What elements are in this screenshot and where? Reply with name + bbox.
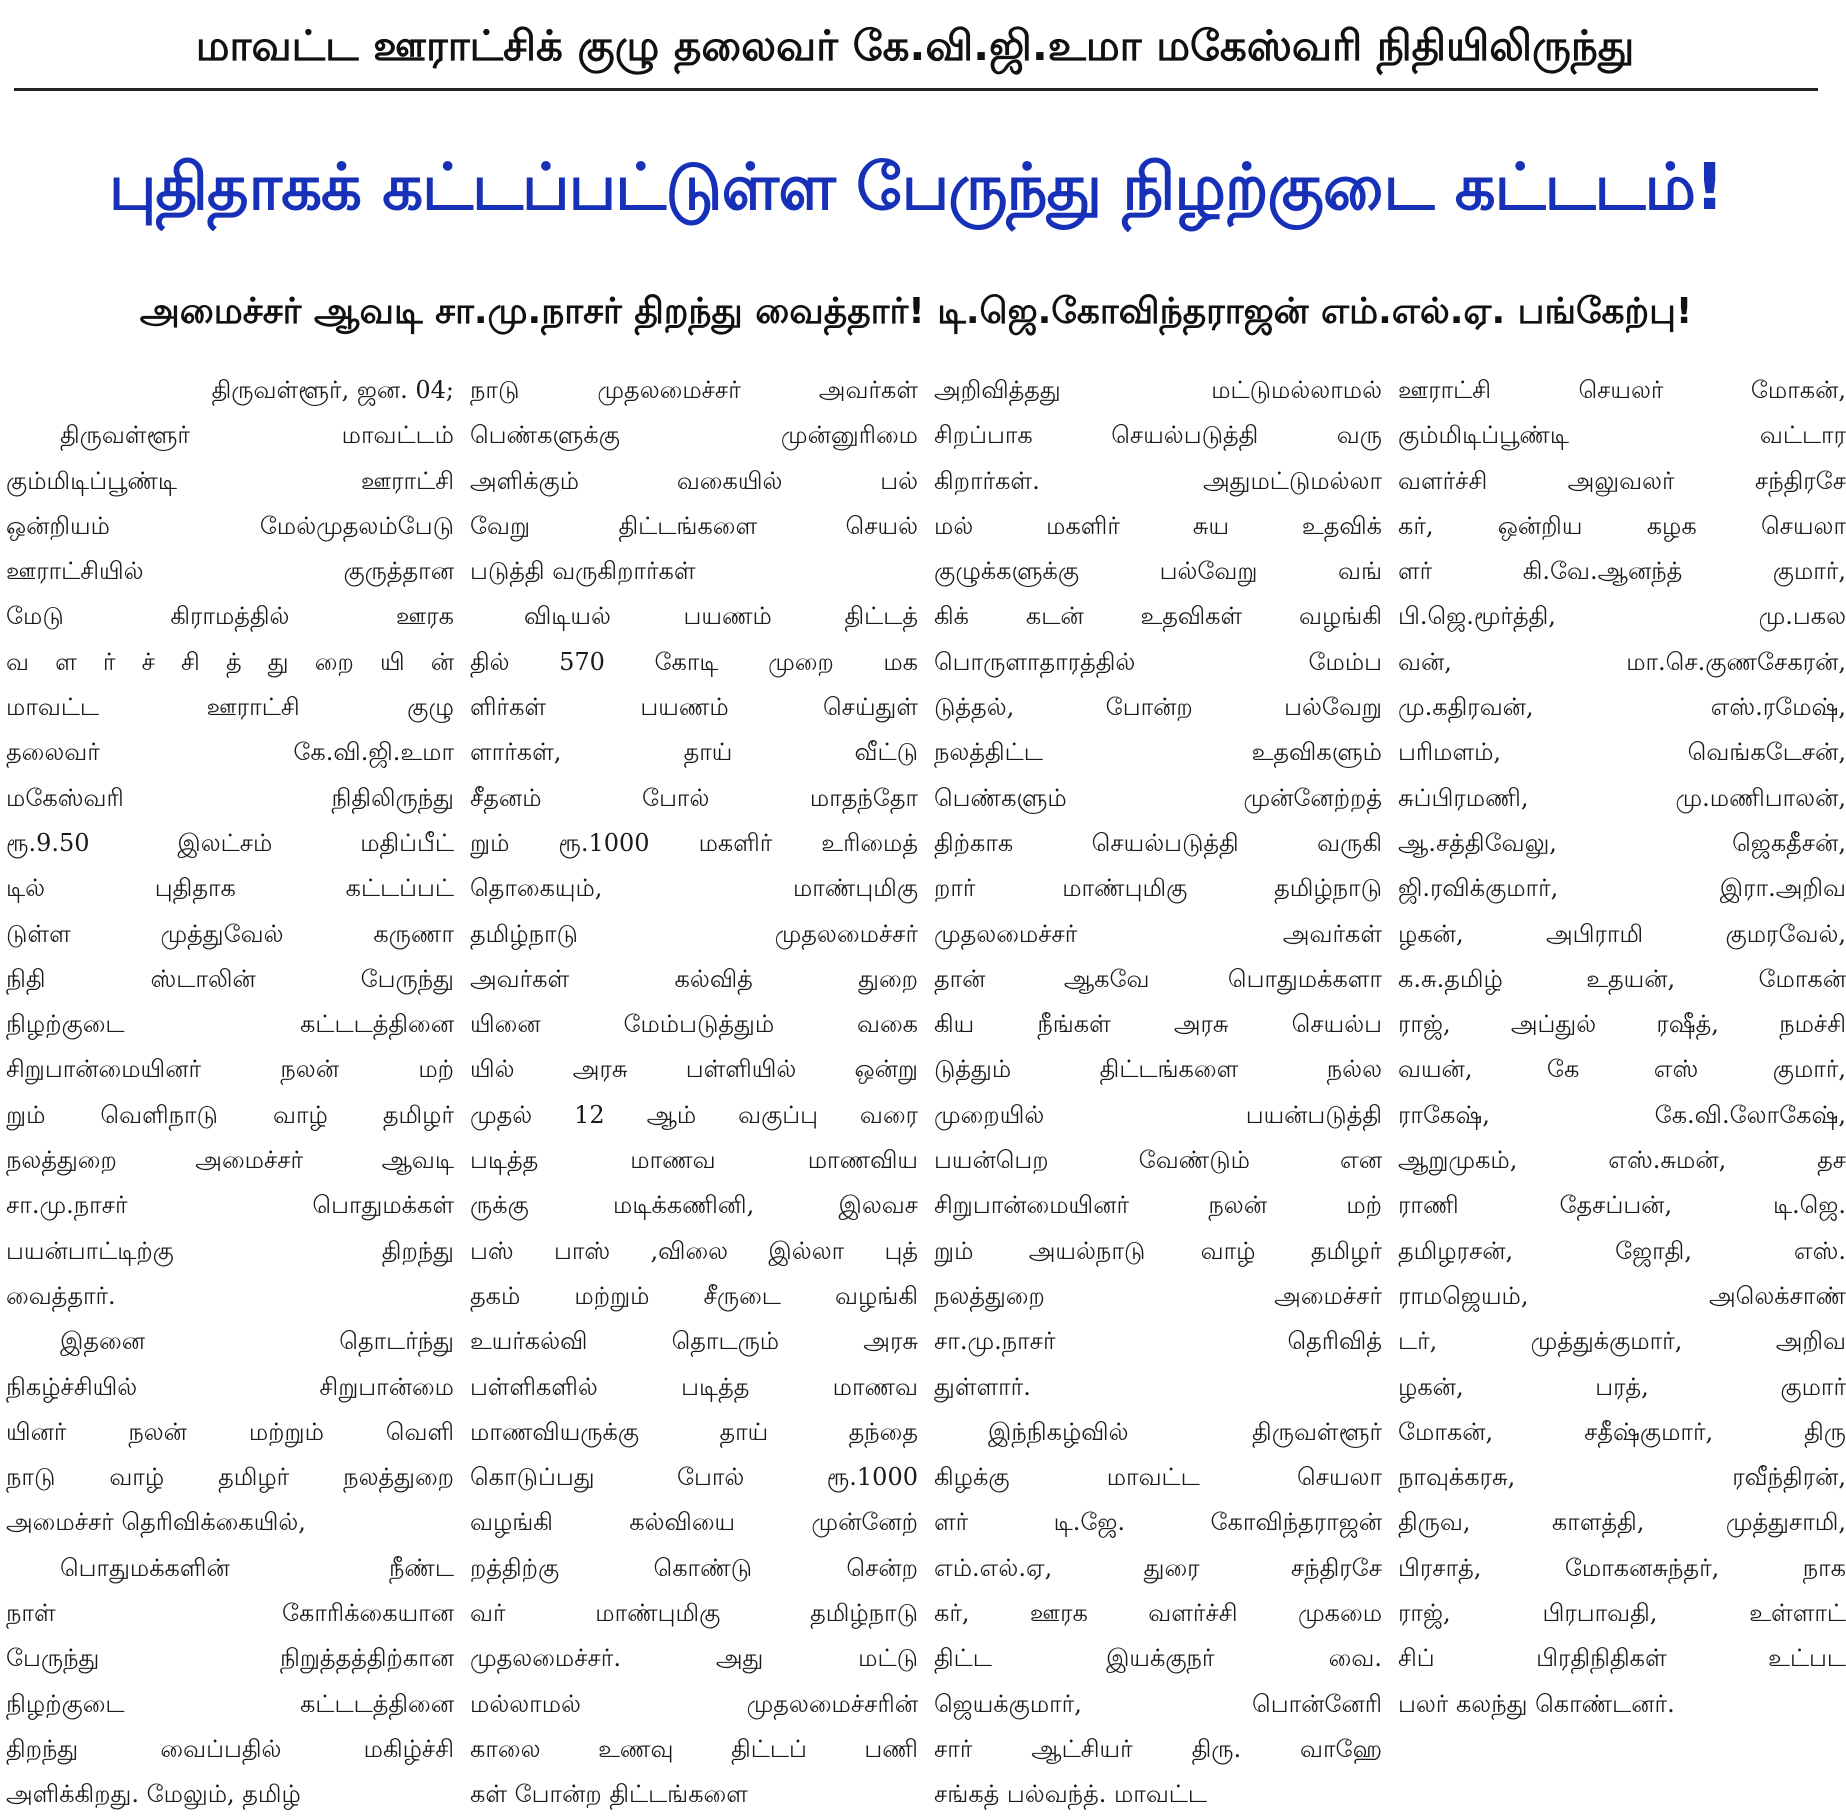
body-text-line: பலர் கலந்து கொண்டனர். bbox=[1398, 1689, 1675, 1718]
body-text-line: வன், மா.செ.குணசேகரன், bbox=[1398, 647, 1846, 676]
body-text-line: வேறு திட்டங்களை செயல் bbox=[470, 511, 918, 540]
body-text-line: மகேஸ்வரி நிதிலிருந்து bbox=[6, 783, 454, 812]
body-text-line: மாணவியருக்கு தாய் தந்தை bbox=[470, 1417, 918, 1446]
body-text-line: ஜி.ரவிக்குமார், இரா.அறிவ bbox=[1398, 874, 1846, 903]
body-text-line: பெண்களுக்கு முன்னுரிமை bbox=[470, 421, 918, 450]
body-text-line: முதலமைச்சர் அவர்கள் bbox=[934, 919, 1382, 948]
body-text-line: வ ள ர் ச் சி த் து றை யி ன் bbox=[6, 647, 454, 676]
body-text-line: நாள் கோரிக்கையான bbox=[6, 1599, 454, 1628]
body-text-line: ரூ.9.50 இலட்சம் மதிப்பீட் bbox=[6, 828, 454, 857]
body-text-line: ருக்கு மடிக்கணினி, இலவச bbox=[470, 1191, 918, 1220]
body-text-line: திறந்து வைப்பதில் மகிழ்ச்சி bbox=[6, 1734, 454, 1763]
body-text-line: முதல் 12 ஆம் வகுப்பு வரை bbox=[470, 1100, 918, 1129]
body-text-line: நிகழ்ச்சியில் சிறுபான்மை bbox=[6, 1372, 454, 1401]
body-text-line: தில் 570 கோடி முறை மக bbox=[470, 647, 918, 676]
main-headline: புதிதாகக் கட்டப்பட்டுள்ள பேருந்து நிழற்குடை கட்டடம்! bbox=[108, 151, 1724, 225]
body-text-line: தொகையும், மாண்புமிகு bbox=[470, 874, 918, 903]
body-text-line: வர் மாண்புமிகு தமிழ்நாடு bbox=[470, 1599, 918, 1628]
body-text-line: சார் ஆட்சியர் திரு. வாஹே bbox=[934, 1734, 1382, 1763]
body-text-line: ஆ.சத்திவேலு, ஜெகதீசன், bbox=[1398, 828, 1846, 857]
body-text-line: நிழற்குடை கட்டடத்தினை bbox=[6, 1010, 454, 1039]
article-column-1 bbox=[6, 368, 454, 1809]
body-text-line: முறையில் பயன்படுத்தி bbox=[934, 1100, 1382, 1129]
body-text-line: இதனை தொடர்ந்து bbox=[60, 1327, 454, 1356]
body-text-line: பி.ஜெ.மூர்த்தி, மு.பகல bbox=[1398, 602, 1846, 631]
body-text-line: அமைச்சர் தெரிவிக்கையில், bbox=[6, 1508, 306, 1537]
body-text-line: டுள்ள முத்துவேல் கருணா bbox=[6, 919, 454, 948]
body-text-line: தமிழ்நாடு முதலமைச்சர் bbox=[470, 919, 918, 948]
body-text-line: டில் புதிதாக கட்டப்பட் bbox=[6, 874, 454, 903]
body-text-line: மோகன், சதீஷ்குமார், திரு bbox=[1398, 1417, 1846, 1446]
body-text-line: ஆறுமுகம், எஸ்.சுமன், தச bbox=[1398, 1146, 1846, 1175]
body-text-line: றும் ரூ.1000 மகளிர் உரிமைத் bbox=[470, 828, 918, 857]
body-text-line: மேடு கிராமத்தில் ஊரக bbox=[6, 602, 454, 631]
body-text-line: ராஜ், பிரபாவதி, உள்ளாட் bbox=[1398, 1599, 1846, 1628]
body-text-line: கும்மிடிப்பூண்டி ஊராட்சி bbox=[6, 466, 454, 495]
article-column-3 bbox=[934, 368, 1382, 1809]
body-text-line: துள்ளார். bbox=[934, 1372, 1031, 1401]
body-text-line: வைத்தார். bbox=[6, 1281, 116, 1310]
body-text-line: நாடு வாழ் தமிழர் நலத்துறை bbox=[6, 1463, 454, 1492]
body-text-line: எம்.எல்.ஏ, துரை சந்திரசே bbox=[934, 1553, 1382, 1582]
body-text-line: பேருந்து நிறுத்தத்திற்கான bbox=[6, 1644, 454, 1673]
body-text-line: சிறுபான்மையினர் நலன் மற் bbox=[6, 1055, 454, 1084]
body-text-line: சீதனம் போல் மாதந்தோ bbox=[470, 783, 918, 812]
body-text-line: ழகன், அபிராமி குமரவேல், bbox=[1398, 919, 1846, 948]
body-text-line: டர், முத்துக்குமார், அறிவ bbox=[1398, 1327, 1846, 1356]
body-text-line: வளர்ச்சி அலுவலர் சந்திரசே bbox=[1398, 466, 1846, 495]
article-column-4 bbox=[1398, 368, 1846, 1730]
body-text-line: திருவள்ளூர், ஜன. 04; bbox=[211, 376, 454, 404]
body-text-line: மல்லாமல் முதலமைச்சரின் bbox=[470, 1689, 918, 1718]
body-text-line: ஊராட்சியில் குருத்தான bbox=[6, 557, 454, 586]
body-text-line: படித்த மாணவ மாணவிய bbox=[470, 1146, 918, 1175]
body-text-line: டுத்தும் திட்டங்களை நல்ல bbox=[934, 1055, 1382, 1084]
body-text-line: நலத்திட்ட உதவிகளும் bbox=[934, 738, 1382, 767]
body-text-line: நாடு முதலமைச்சர் அவர்கள் bbox=[470, 376, 918, 404]
body-text-line: கர், ஒன்றிய கழக செயலா bbox=[1398, 511, 1846, 540]
body-text-line: நலத்துறை அமைச்சர் bbox=[934, 1281, 1382, 1310]
body-text-line: திட்ட இயக்குநர் வை. bbox=[934, 1644, 1382, 1673]
body-text-line: சங்கத் பல்வந்த். மாவட்ட bbox=[934, 1780, 1207, 1809]
body-text-line: யில் அரசு பள்ளியில் ஒன்று bbox=[470, 1055, 918, 1084]
body-text-line: மல் மகளிர் சுய உதவிக் bbox=[934, 511, 1382, 540]
body-text-line: க.சு.தமிழ் உதயன், மோகன் bbox=[1398, 964, 1846, 993]
body-text-line: கள் போன்ற திட்டங்களை bbox=[470, 1780, 748, 1809]
body-text-line: உயர்கல்வி தொடரும் அரசு bbox=[470, 1327, 918, 1356]
body-text-line: அறிவித்தது மட்டுமல்லாமல் bbox=[934, 376, 1382, 404]
body-text-line: கிக் கடன் உதவிகள் வழங்கி bbox=[934, 602, 1382, 631]
body-text-line: வயன், கே எஸ் குமார், bbox=[1398, 1055, 1846, 1084]
body-text-line: வழங்கி கல்வியை முன்னேற் bbox=[470, 1508, 918, 1537]
body-text-line: ஊராட்சி செயலர் மோகன், bbox=[1398, 376, 1846, 404]
body-text-line: குழுக்களுக்கு பல்வேறு வங் bbox=[934, 557, 1382, 586]
body-text-line: பொதுமக்களின் நீண்ட bbox=[60, 1553, 454, 1582]
body-text-line: கிழக்கு மாவட்ட செயலா bbox=[934, 1463, 1382, 1492]
body-text-line: பரிமளம், வெங்கடேசன், bbox=[1398, 738, 1846, 767]
body-text-line: தலைவர் கே.வி.ஜி.உமா bbox=[6, 738, 454, 767]
body-text-line: ஜெயக்குமார், பொன்னேரி bbox=[934, 1689, 1382, 1718]
body-text-line: ராகேஷ், கே.வி.லோகேஷ், bbox=[1398, 1100, 1846, 1129]
body-text-line: தான் ஆகவே பொதுமக்களா bbox=[934, 964, 1382, 993]
body-text-line: ராணி தேசப்பன், டி.ஜெ. bbox=[1398, 1191, 1846, 1220]
body-text-line: பயன்பாட்டிற்கு திறந்து bbox=[6, 1236, 454, 1265]
body-text-line: சிப் பிரதிநிதிகள் உட்பட bbox=[1398, 1644, 1846, 1673]
body-text-line: பொருளாதாரத்தில் மேம்ப bbox=[934, 647, 1382, 676]
body-text-line: யினை மேம்படுத்தும் வகை bbox=[470, 1010, 918, 1039]
body-text-line: சுப்பிரமணி, மு.மணிபாலன், bbox=[1398, 783, 1846, 812]
article-column-2 bbox=[470, 368, 918, 1809]
body-text-line: ளர் டி.ஜே. கோவிந்தராஜன் bbox=[934, 1508, 1382, 1537]
body-text-line: டுத்தல், போன்ற பல்வேறு bbox=[934, 693, 1382, 722]
body-text-line: இந்நிகழ்வில் திருவள்ளூர் bbox=[988, 1417, 1382, 1446]
sub-headline: அமைச்சர் ஆவடி சா.மு.நாசர் திறந்து வைத்தார்! டி.ஜெ.கோவிந்தராஜன் எம்.எல்.ஏ. பங்கேற்பு! bbox=[139, 291, 1693, 332]
body-text-line: விடியல் பயணம் திட்டத் bbox=[524, 602, 918, 631]
body-text-line: அளிக்கிறது. மேலும், தமிழ் bbox=[6, 1780, 301, 1809]
body-text-line: கிறார்கள். அதுமட்டுமல்லா bbox=[934, 466, 1382, 495]
kicker-underline bbox=[14, 88, 1818, 91]
body-text-line: பெண்களும் முன்னேற்றத் bbox=[934, 783, 1382, 812]
body-text-line: றும் அயல்நாடு வாழ் தமிழர் bbox=[934, 1236, 1382, 1265]
body-text-line: அளிக்கும் வகையில் பல் bbox=[470, 466, 918, 495]
body-text-line: பஸ் பாஸ் ,விலை இல்லா புத் bbox=[470, 1236, 918, 1265]
body-text-line: கும்மிடிப்பூண்டி வட்டார bbox=[1398, 421, 1846, 450]
kicker-line: மாவட்ட ஊராட்சிக் குழு தலைவர் கே.வி.ஜி.உமா மகேஸ்வரி நிதியிலிருந்து bbox=[195, 21, 1635, 70]
body-text-line: றத்திற்கு கொண்டு சென்ற bbox=[470, 1553, 918, 1582]
body-text-line: ளார்கள், தாய் வீட்டு bbox=[470, 738, 918, 767]
body-text-line: திருவள்ளூர் மாவட்டம் bbox=[60, 421, 454, 450]
body-text-line: ளர் கி.வே.ஆனந்த் குமார், bbox=[1398, 557, 1846, 586]
body-text-line: கொடுப்பது போல் ரூ.1000 bbox=[470, 1463, 918, 1492]
body-text-line: மாவட்ட ஊராட்சி குழு bbox=[6, 693, 454, 722]
body-text-line: ராமஜெயம், அலெக்சாண் bbox=[1398, 1281, 1846, 1310]
body-text-line: திற்காக செயல்படுத்தி வருகி bbox=[934, 828, 1382, 857]
body-text-line: சிறுபான்மையினர் நலன் மற் bbox=[934, 1191, 1382, 1220]
body-text-line: பயன்பெற வேண்டும் என bbox=[934, 1146, 1382, 1175]
body-text-line: தகம் மற்றும் சீருடை வழங்கி bbox=[470, 1281, 918, 1310]
body-text-line: மு.கதிரவன், எஸ்.ரமேஷ், bbox=[1398, 693, 1846, 722]
body-text-line: சா.மு.நாசர் தெரிவித் bbox=[934, 1327, 1382, 1356]
body-text-line: ராஜ், அப்துல் ரஷீத், நமச்சி bbox=[1398, 1010, 1846, 1039]
body-text-line: ஒன்றியம் மேல்முதலம்பேடு bbox=[6, 511, 454, 540]
body-text-line: றார் மாண்புமிகு தமிழ்நாடு bbox=[934, 874, 1382, 903]
body-text-line: ளிர்கள் பயணம் செய்துள் bbox=[470, 693, 918, 722]
body-text-line: கர், ஊரக வளர்ச்சி முகமை bbox=[934, 1599, 1382, 1628]
body-text-line: திருவ, காளத்தி, முத்துசாமி, bbox=[1398, 1508, 1846, 1537]
body-text-line: நலத்துறை அமைச்சர் ஆவடி bbox=[6, 1146, 454, 1175]
body-text-line: தமிழரசன், ஜோதி, எஸ். bbox=[1398, 1236, 1846, 1265]
body-text-line: படுத்தி வருகிறார்கள் bbox=[470, 557, 696, 586]
body-text-line: யினர் நலன் மற்றும் வெளி bbox=[6, 1417, 454, 1446]
body-text-line: றும் வெளிநாடு வாழ் தமிழர் bbox=[6, 1100, 454, 1129]
body-text-line: பிரசாத், மோகனசுந்தர், நாக bbox=[1398, 1553, 1846, 1582]
article-body bbox=[4, 368, 1846, 1809]
body-text-line: கிய நீங்கள் அரசு செயல்ப bbox=[934, 1010, 1382, 1039]
body-text-line: ழகன், பரத், குமார் bbox=[1398, 1372, 1846, 1401]
body-text-line: நிதி ஸ்டாலின் பேருந்து bbox=[6, 964, 454, 993]
body-text-line: காலை உணவு திட்டப் பணி bbox=[470, 1734, 918, 1763]
body-text-line: பள்ளிகளில் படித்த மாணவ bbox=[470, 1372, 918, 1401]
body-text-line: நிழற்குடை கட்டடத்தினை bbox=[6, 1689, 454, 1718]
body-text-line: நாவுக்கரசு, ரவீந்திரன், bbox=[1398, 1463, 1846, 1492]
body-text-line: சா.மு.நாசர் பொதுமக்கள் bbox=[6, 1191, 454, 1220]
body-text-line: முதலமைச்சர். அது மட்டு bbox=[470, 1644, 918, 1673]
body-text-line: அவர்கள் கல்வித் துறை bbox=[470, 964, 918, 993]
body-text-line: சிறப்பாக செயல்படுத்தி வரு bbox=[934, 421, 1382, 450]
